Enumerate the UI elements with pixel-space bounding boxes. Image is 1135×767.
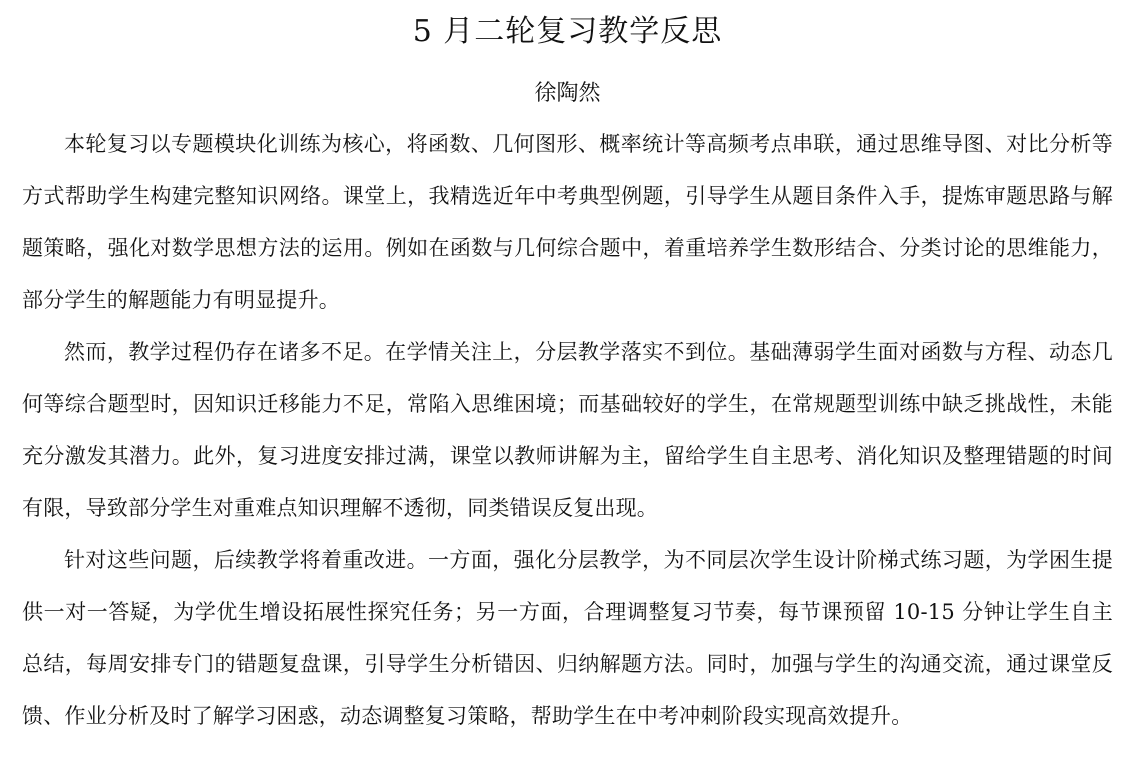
document-author: 徐陶然 [534,81,601,106]
document-body [22,118,1113,742]
paragraph-shortcomings: 然而，教学过程仍存在诸多不足。在学情关注上，分层教学落实不到位。基础薄弱学生面对函数与方程、动态几何等综合题型时，因知识迁移能力不足，常陷入思维困境；而基础较好的学生，在常规题型训练中缺乏挑战性，未能充分激发其潜力。此外，复习进度安排过满，课堂以教师讲解为主，留给学生自主思考、消化知识及整理错题的时间有限，导致部分学生对重难点知识理解不透彻，同类错误反复出现。 [22,340,1113,520]
paragraph-improvements: 针对这些问题，后续教学将着重改进。一方面，强化分层教学，为不同层次学生设计阶梯式练习题，为学困生提供一对一答疑，为学优生增设拓展性探究任务；另一方面，合理调整复习节奏，每节课预留 10-15 分钟让学生自主总结，每周安排专门的错题复盘课，引导学生分析错因、归纳解题方法。同时，加强与学生的沟通交流，通过课堂反馈、作业分析及时了解学习困惑，动态调整复习策略，帮助学生在中考冲刺阶段实现高效提升。 [22,548,1113,728]
document-title: 5 月二轮复习教学反思 [412,14,723,49]
paragraph-review-approach: 本轮复习以专题模块化训练为核心，将函数、几何图形、概率统计等高频考点串联，通过思维导图、对比分析等方式帮助学生构建完整知识网络。课堂上，我精选近年中考典型例题，引导学生从题目条件入手，提炼审题思路与解题策略，强化对数学思想方法的运用。例如在函数与几何综合题中，着重培养学生数形结合、分类讨论的思维能力，部分学生的解题能力有明显提升。 [22,132,1113,312]
